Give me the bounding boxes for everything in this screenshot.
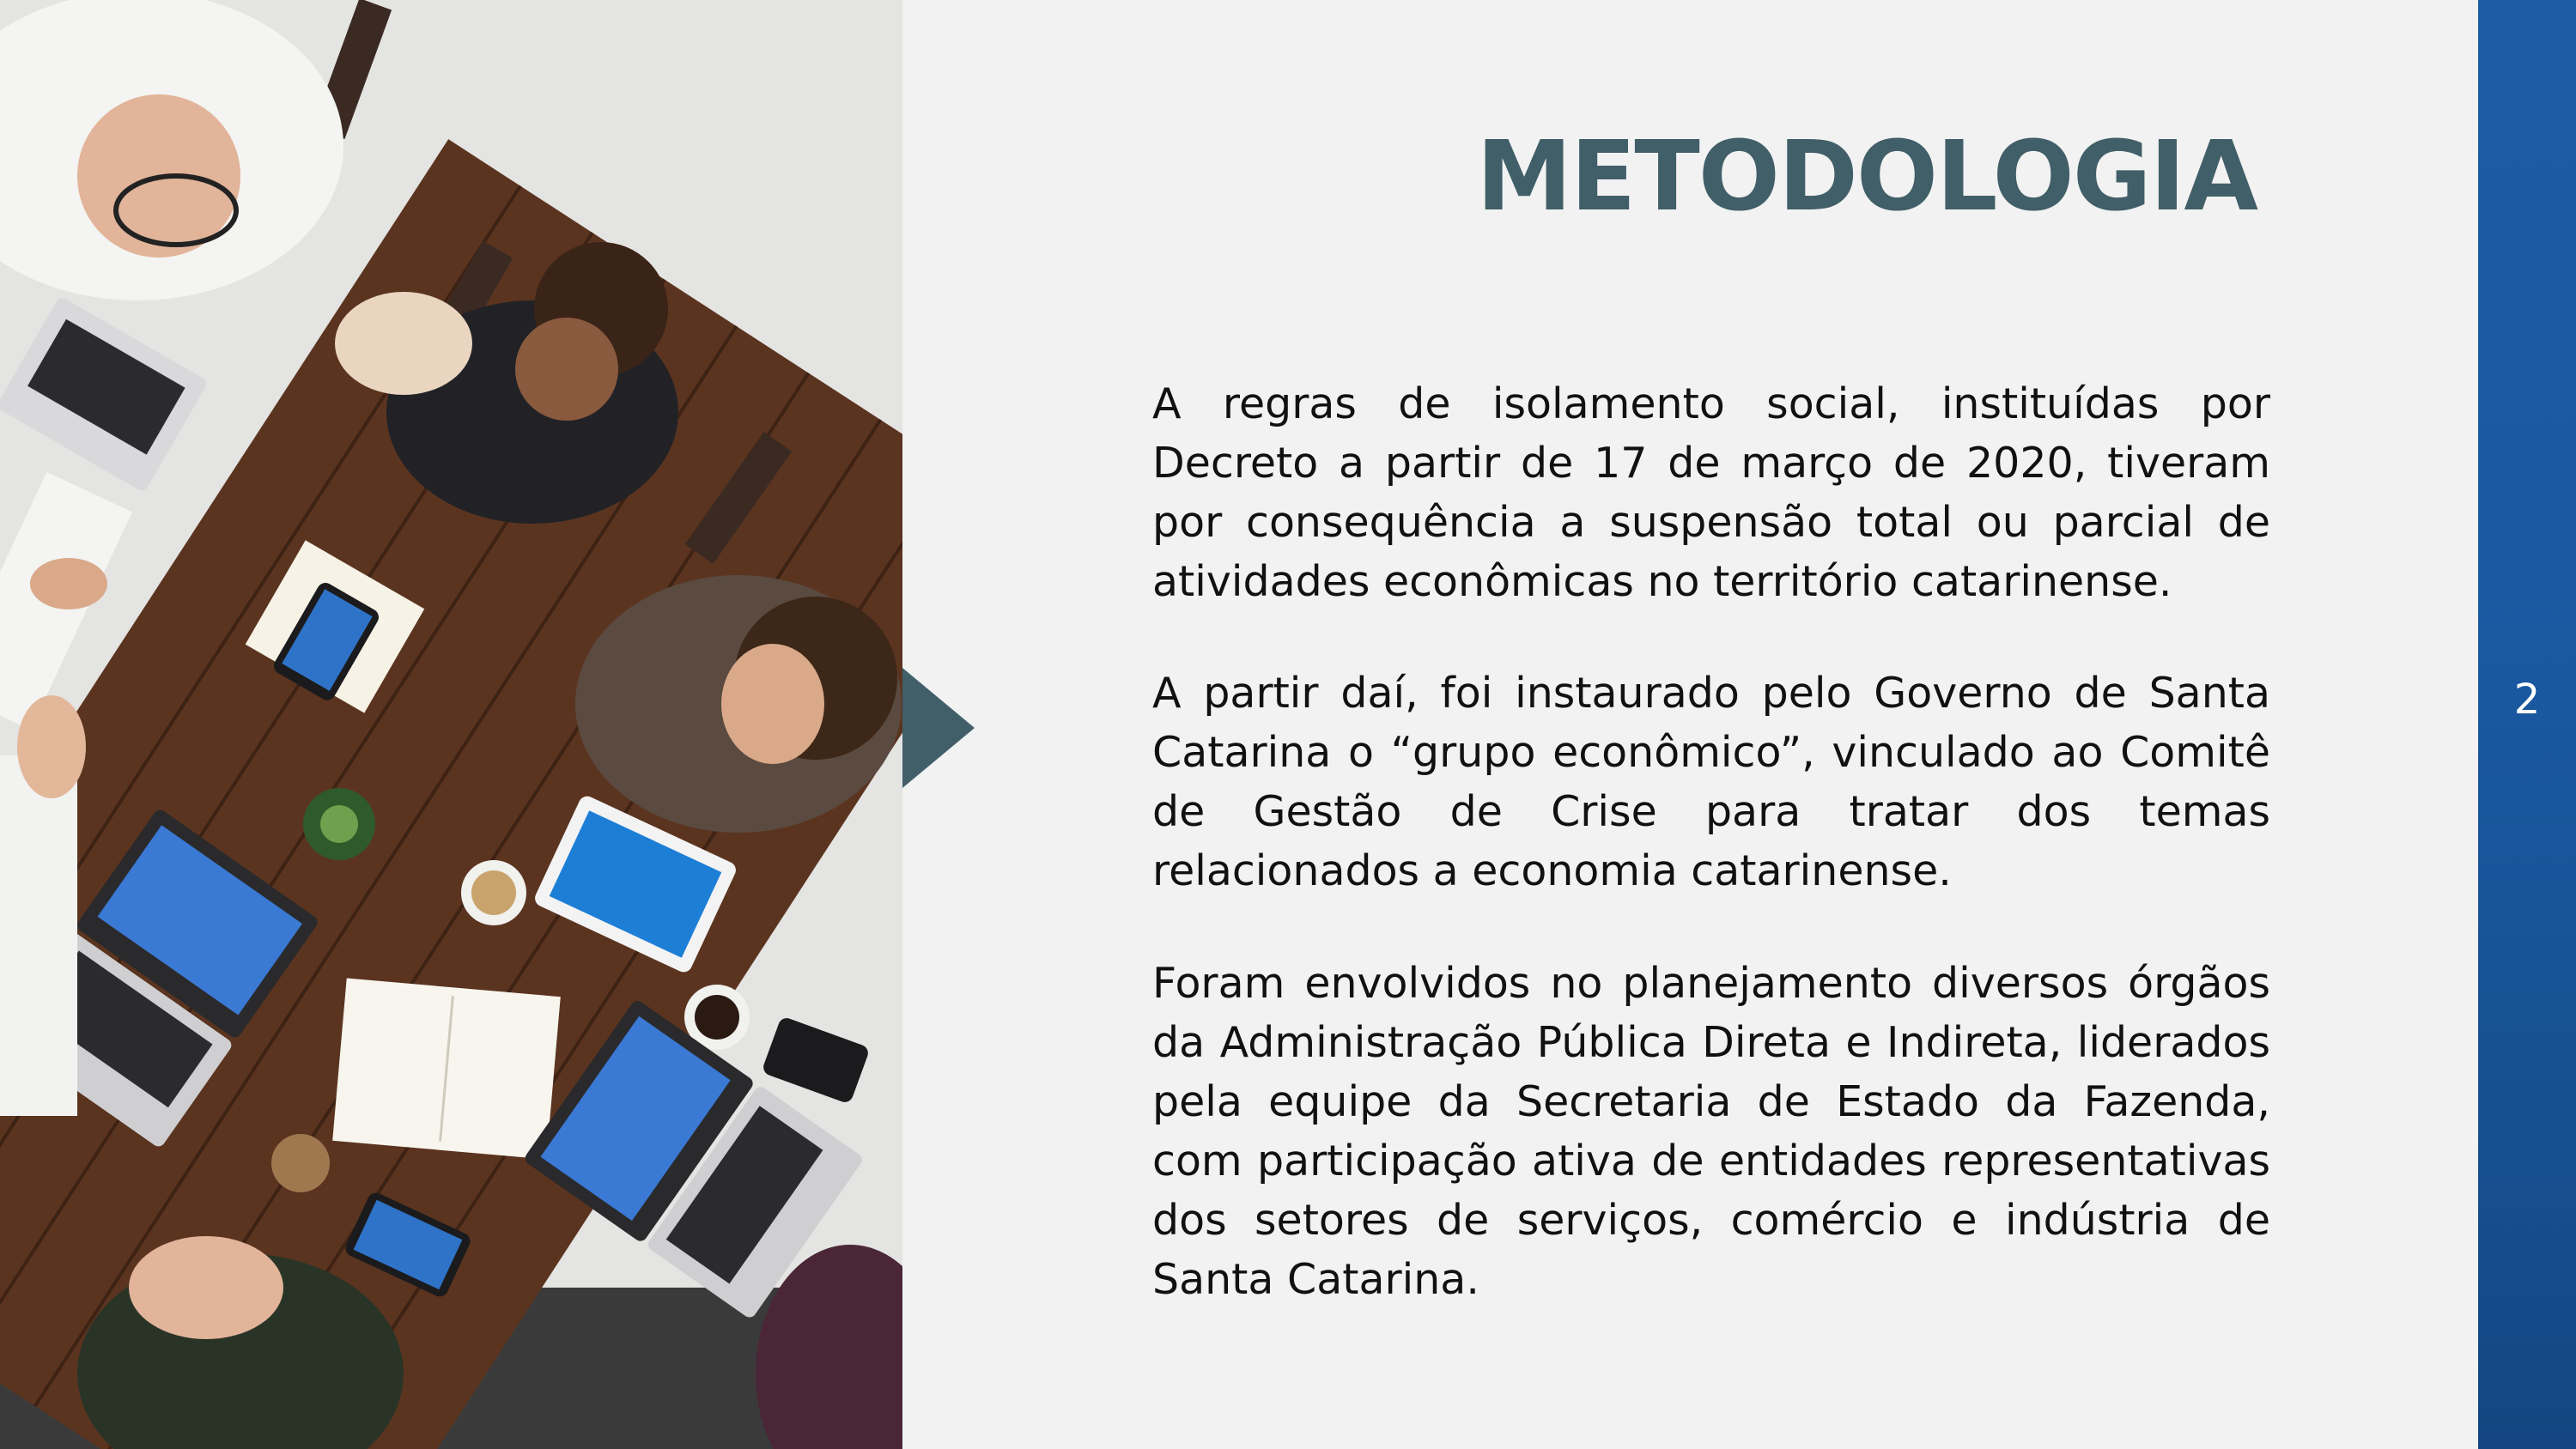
right-sidebar [2478,0,2576,1449]
content-panel [902,0,2478,1449]
meeting-photo [0,0,902,1449]
paragraph-1: A regras de isolamento social, instituídas por Decreto a partir de 17 de março de 2020, tiveram por consequência a suspensão total ou parcial de atividades econômicas no território catarinense. [1152,379,2270,606]
paragraph-2: A partir daí, foi instaurado pelo Governo de Santa Catarina o “grupo econômico”, vinculado ao Comitê de Gestão de Crise para tratar dos temas relacionados a economia catarinense. [1152,669,2270,895]
page-number: 2 [2513,676,2541,724]
pointer-arrow-icon [902,668,975,788]
paragraph-3: Foram envolvidos no planejamento diversos órgãos da Administração Pública Direta e Indireta, liderados pela equipe da Secretaria de Estado da Fazenda, com participação ativa de entidades representativas dos setores de serviços, comércio e indústria de Santa Catarina. [1152,959,2270,1304]
slide-title: METODOLOGIA [1476,121,2257,233]
